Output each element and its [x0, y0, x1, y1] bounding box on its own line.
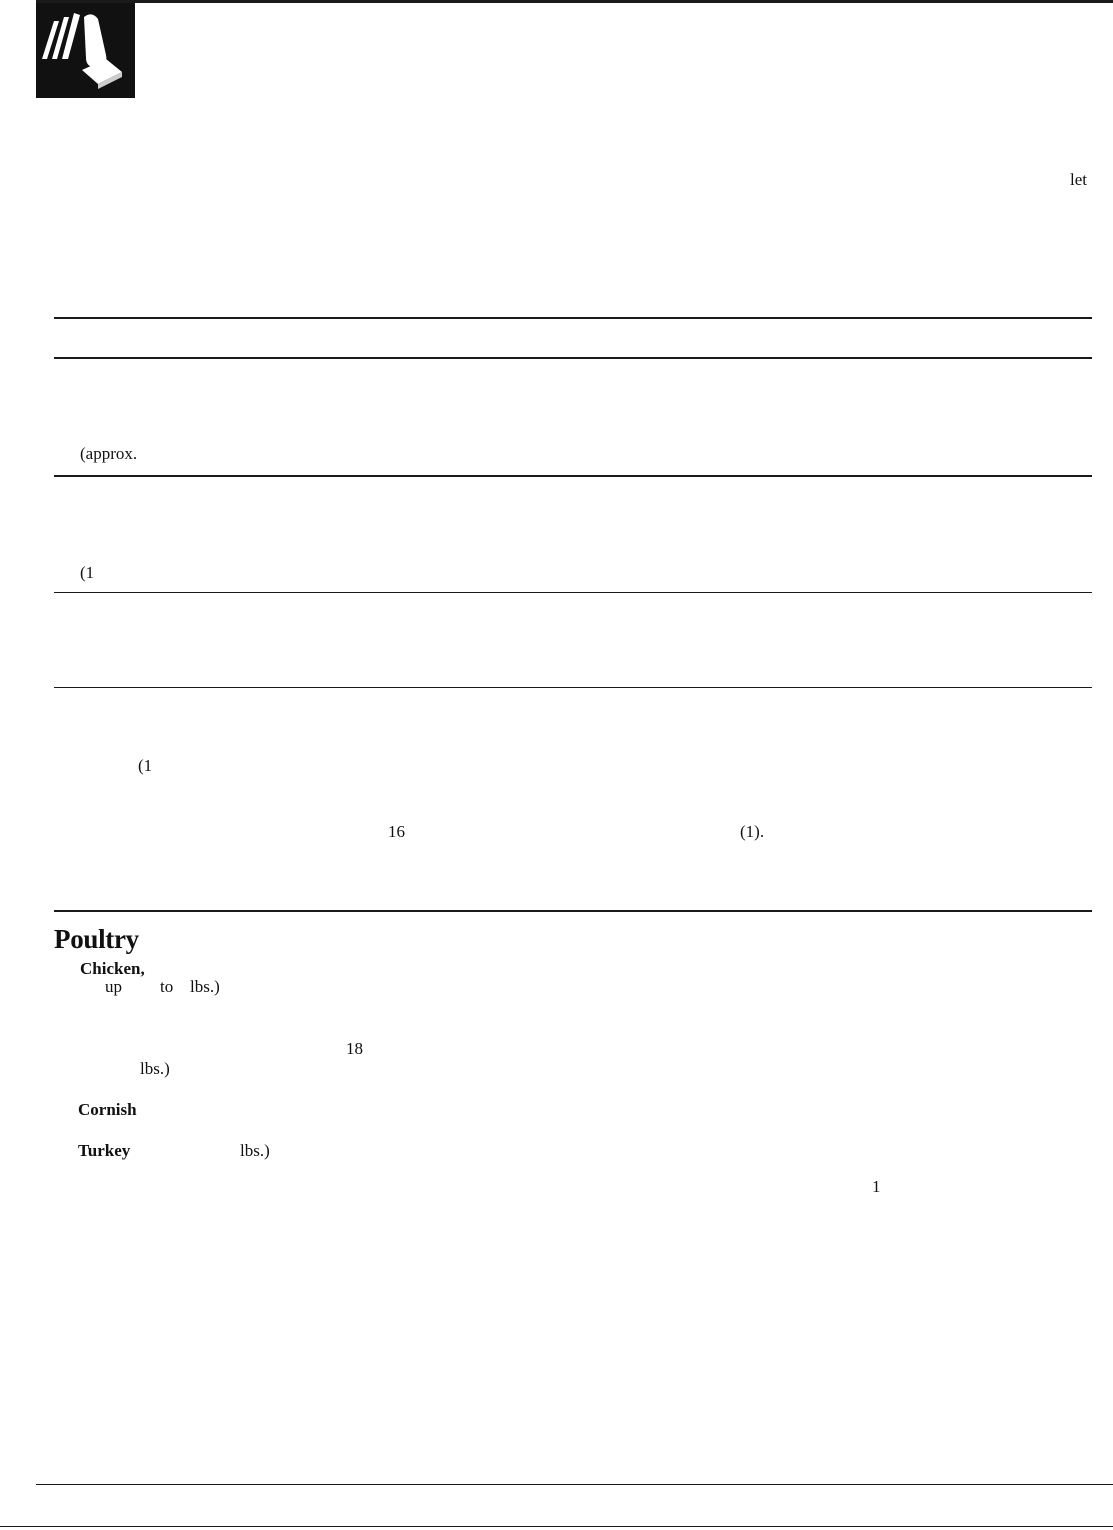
text-fragment: to [160, 977, 174, 996]
footer-rule [0, 1526, 1113, 1527]
table-rule [54, 592, 1092, 593]
hand-pressing-pad-icon-graphic [36, 3, 135, 98]
table-rule [54, 475, 1092, 477]
text-fragment: lbs.) [240, 1141, 270, 1160]
hand-pressing-pad-icon [36, 3, 135, 98]
section-heading-poultry: Poultry [54, 924, 139, 954]
table-rule [54, 317, 1092, 319]
item-cornish: Cornish [78, 1100, 137, 1119]
text-fragment: up [105, 977, 122, 996]
table-rule [54, 357, 1092, 359]
text-fragment: lbs.) [140, 1059, 170, 1078]
item-chicken: Chicken, [80, 959, 145, 978]
text-fragment: lbs.) [190, 977, 220, 996]
text-fragment: (approx. [80, 444, 138, 463]
text-fragment: let [1070, 170, 1087, 189]
text-fragment: (1 [80, 563, 95, 582]
text-fragment: 1 [872, 1177, 881, 1196]
top-border-rule [36, 0, 1113, 3]
text-fragment: 18 [346, 1039, 363, 1058]
text-fragment: 16 [388, 822, 405, 841]
text-fragment: (1 [138, 756, 153, 775]
item-turkey: Turkey [78, 1141, 131, 1160]
section-rule [54, 910, 1092, 912]
footer-rule [36, 1484, 1113, 1485]
table-rule [54, 687, 1092, 688]
text-fragment: (1). [740, 822, 765, 841]
